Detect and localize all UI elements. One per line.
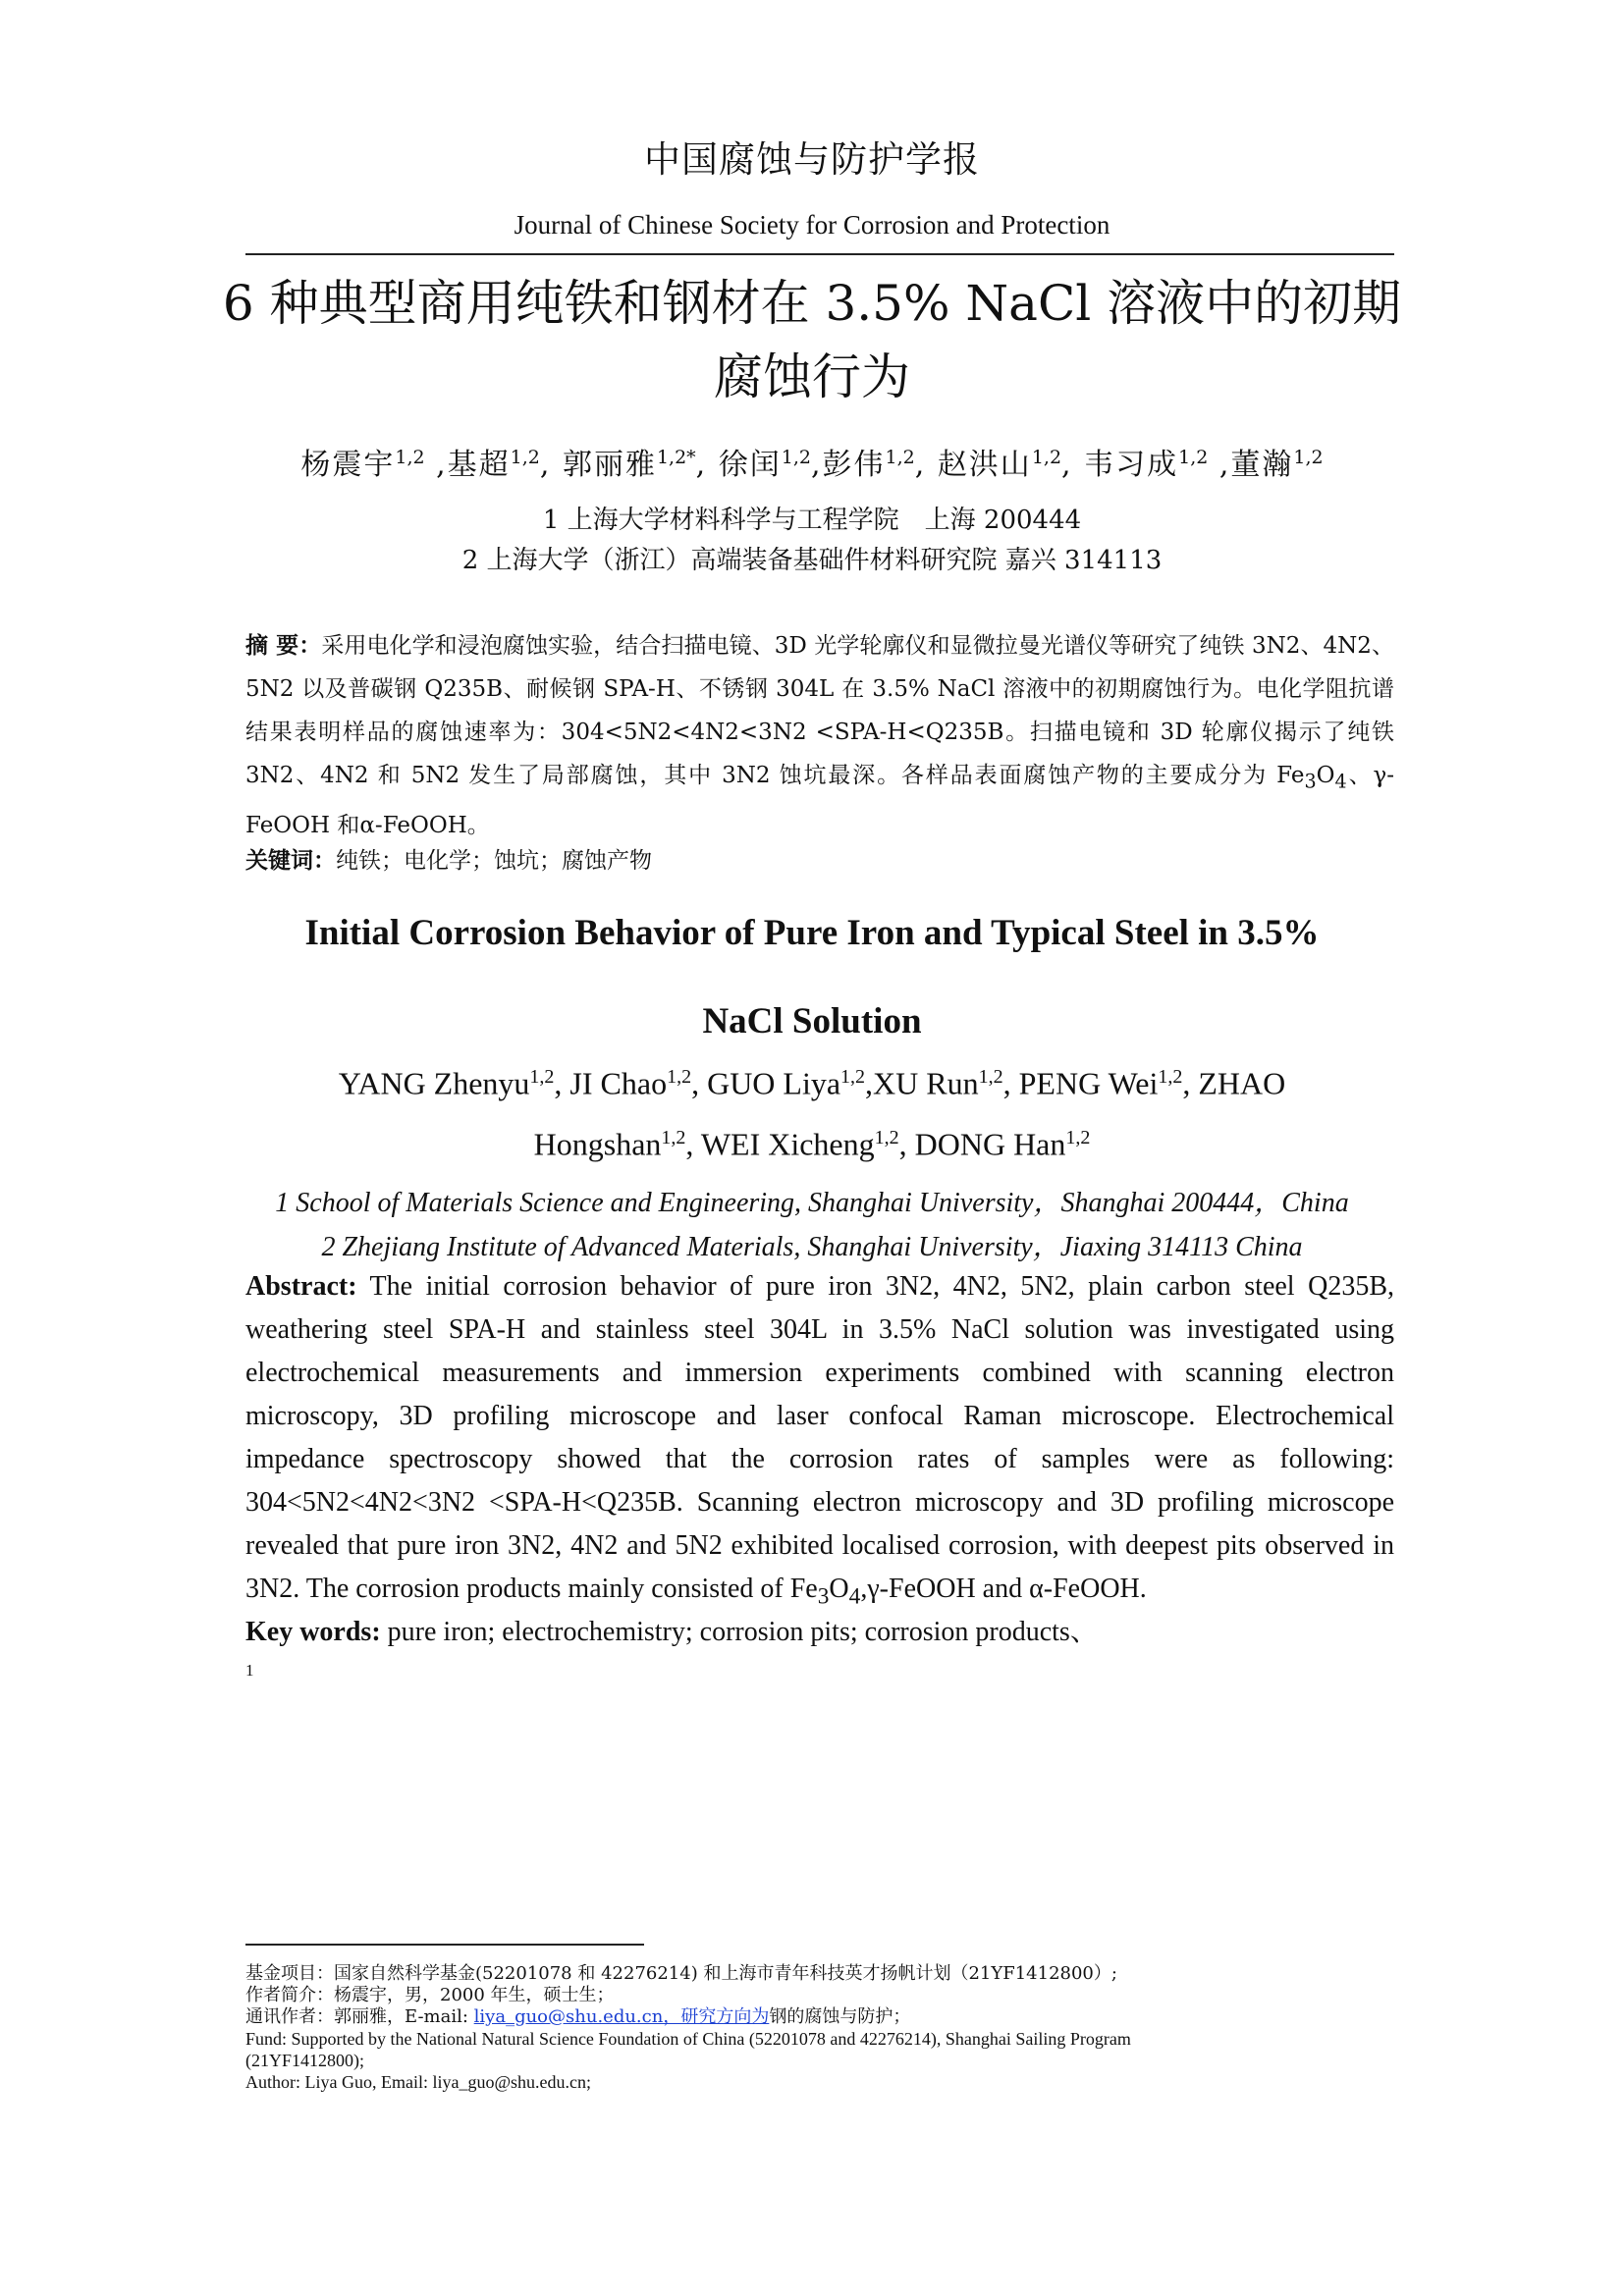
title-cn-line-1: 6 种典型商用纯铁和钢材在 3.5% NaCl 溶液中的初期 [222,275,1402,332]
author-cn-separator: , [1208,448,1231,482]
affiliation-en-2: 2 Zhejiang Institute of Advanced Materials, Shanghai University，Jiaxing 314113 China [321,1232,1303,1262]
author-cn-separator: , [539,448,563,482]
keywords-cn-text: 纯铁；电化学；蚀坑；腐蚀产物 [336,848,652,874]
author-list-en [0,1050,1624,1171]
author-en-affiliation-mark: 1,2 [978,1066,1003,1088]
corr-suffix: 钢的腐蚀与防护； [769,2006,911,2027]
abstract-en-text: The initial corrosion behavior of pure iron 3N2, 4N2, 5N2, plain carbon steel Q235B, weathering steel SPA-H and stainless steel 304L in 3.5% NaCl solution was investigated using electrochemical measurements and immersion experiments combined with scanning electron microscopy, 3D profiling microscope and laser confocal Raman microscope. Electrochemical impedance spectroscopy showed that the corrosion rates of samples were as following: 304<5N2<4N2<3N2 <SPA-H<Q235B. Scanning electron microscopy and 3D profiling microscope revealed that pure iron 3N2, 4N2 and 5N2 exhibited localised corrosion, with deepest pits observed in 3N2. The corrosion products mainly consisted of Fe [245,1271,1394,1604]
author-en-name: JI Chao [569,1065,668,1101]
corresponding-email-link[interactable]: liya_guo@shu.edu.cn，研究方向为 [473,2006,770,2027]
author-en-name: GUO Liya [707,1065,841,1101]
author-en-name: XU Run [873,1065,979,1101]
abstract-cn-label: 摘 要： [245,632,322,659]
footnote-fund-cn: 基金项目：国家自然科学基金(52201078 和 42276214) 和上海市青年科技英才扬帆计划（21YF1412800）; [245,1963,1117,1984]
author-en-name: YANG Zhenyu [338,1065,530,1101]
journal-title-cn: 中国腐蚀与防护学报 [644,138,980,181]
author-list-en-line-1 [0,1050,1624,1111]
author-en-affiliation-mark: 1,2 [874,1126,899,1148]
title-en-line-1: Initial Corrosion Behavior of Pure Iron and Typical Steel in 3.5% [304,913,1320,953]
author-en-separator: , [898,1126,915,1162]
footnote-author-en: Author: Liya Guo, Email: liya_guo@shu.edu.cn; [245,2072,592,2092]
affiliation-cn-2: 2 上海大学（浙江）高端装备基础件材料研究院 嘉兴 314113 [461,546,1163,575]
abstract-cn-text: 采用电化学和浸泡腐蚀实验，结合扫描电镜、3D 光学轮廓仪和显微拉曼光谱仪等研究了纯铁 3N2、4N2、5N2 以及普碳钢 Q235B、耐候钢 SPA-H、不锈钢 304L 在 3.5% NaCl 溶液中的初期腐蚀行为。电化学阻抗谱结果表明样品的腐蚀速率为：304<5N2<4N2<3N2 <SPA-H<Q235B。扫描电镜和 3D 轮廓仪揭示了纯铁 3N2、4N2 和 5N2 发生了局部腐蚀，其中 3N2 蚀坑最深。各样品表面腐蚀产物的主要成分为 Fe [245,633,1394,788]
author-en-affiliation-mark: 1,2 [667,1066,692,1088]
author-cn-name: 董瀚 [1230,448,1294,482]
author-cn-separator: , [810,448,823,482]
keywords-en-text: pure iron; electrochemistry; corrosion pits; corrosion products、 [380,1617,1098,1647]
footnote-fund-en-2: (21YF1412800); [245,2051,364,2070]
affiliation-en-1: 1 School of Materials Science and Engineering, Shanghai University，Shanghai 200444，China [275,1188,1349,1218]
author-cn-affiliation-mark: 1,2 [781,447,811,468]
abstract-en-text-end: ,γ-FeOOH and α-FeOOH. [860,1574,1147,1604]
abstract-en-mid: O [829,1574,849,1604]
abstract-en [245,1265,1394,1619]
keywords-cn [245,842,1394,875]
author-cn-affiliation-mark: 1,2 [1293,447,1324,468]
abstract-cn-sub-1: 3 [1304,770,1317,793]
header-rule [245,253,1394,255]
author-list-en-line-2 [0,1111,1624,1172]
article-title-cn [0,267,1624,414]
author-en-separator: , ZHAO [1182,1065,1286,1101]
article-title-en [0,889,1624,1066]
author-cn-affiliation-mark: 1,2 [1031,447,1062,468]
keywords-en-label: Key words: [245,1617,381,1647]
footnotes [245,1963,1404,2093]
author-en-name: Hongshan [533,1126,662,1162]
author-en-affiliation-mark: 1,2 [1065,1126,1091,1148]
author-en-affiliation-mark: 1,2 [529,1066,555,1088]
author-cn-separator: , [695,448,719,482]
footnote-author-cn: 作者简介：杨震宇，男，2000 年生，硕士生； [245,1985,615,2005]
author-cn-affiliation-mark: 1,2 [395,447,425,468]
keywords-en [245,1610,1394,1649]
author-cn-separator: , [424,448,448,482]
author-en-separator: , [685,1126,701,1162]
author-en-separator: , [554,1065,570,1101]
abstract-cn [245,624,1394,847]
journal-title-en: Journal of Chinese Society for Corrosion and Protection [514,210,1110,240]
title-en-line-2: NaCl Solution [702,1001,922,1041]
author-en-separator: , [865,1065,874,1101]
author-en-affiliation-mark: 1,2 [1158,1066,1183,1088]
author-cn-affiliation-mark: 1,2 [885,447,915,468]
author-en-separator: , [1002,1065,1019,1101]
abstract-en-sub-2: 4 [848,1583,861,1610]
page-number: 1 [245,1661,254,1680]
author-en-name: WEI Xicheng [700,1126,875,1162]
corr-prefix: 通讯作者：郭丽雅，E-mail: [245,2006,474,2027]
author-cn-affiliation-mark: 1,2* [656,447,696,468]
author-cn-separator: , [914,448,938,482]
author-cn-name: 基超 [447,448,511,482]
abstract-cn-mid: O [1316,763,1335,788]
author-cn-name: 徐闰 [718,448,782,482]
author-cn-name: 赵洪山 [937,448,1032,482]
author-en-name: DONG Han [914,1126,1066,1162]
author-cn-name: 杨震宇 [300,448,396,482]
abstract-cn-text-end: 、γ-FeOOH 和α-FeOOH。 [245,763,1394,838]
footnote-corresponding-cn [245,2006,1404,2028]
author-cn-name: 彭伟 [822,448,886,482]
author-en-name: PENG Wei [1018,1065,1159,1101]
author-cn-name: 郭丽雅 [562,448,657,482]
author-en-affiliation-mark: 1,2 [840,1066,866,1088]
abstract-en-sub-1: 3 [817,1583,830,1610]
author-en-separator: , [691,1065,708,1101]
author-cn-affiliation-mark: 1,2 [510,447,540,468]
author-cn-affiliation-mark: 1,2 [1178,447,1209,468]
abstract-cn-sub-2: 4 [1334,770,1347,793]
footnote-fund-en-1: Fund: Supported by the National Natural Science Foundation of China (52201078 and 42276214), Shanghai Sailing Program [245,2029,1131,2049]
author-list-cn [0,440,1624,483]
footnote-rule [245,1944,644,1946]
author-cn-name: 韦习成 [1084,448,1179,482]
affiliation-cn-1: 1 上海大学材料科学与工程学院 上海 200444 [542,506,1082,535]
author-en-affiliation-mark: 1,2 [661,1126,686,1148]
author-cn-separator: , [1061,448,1085,482]
title-cn-line-2: 腐蚀行为 [714,348,910,405]
keywords-cn-label: 关键词： [245,847,336,874]
abstract-en-label: Abstract: [245,1271,357,1302]
